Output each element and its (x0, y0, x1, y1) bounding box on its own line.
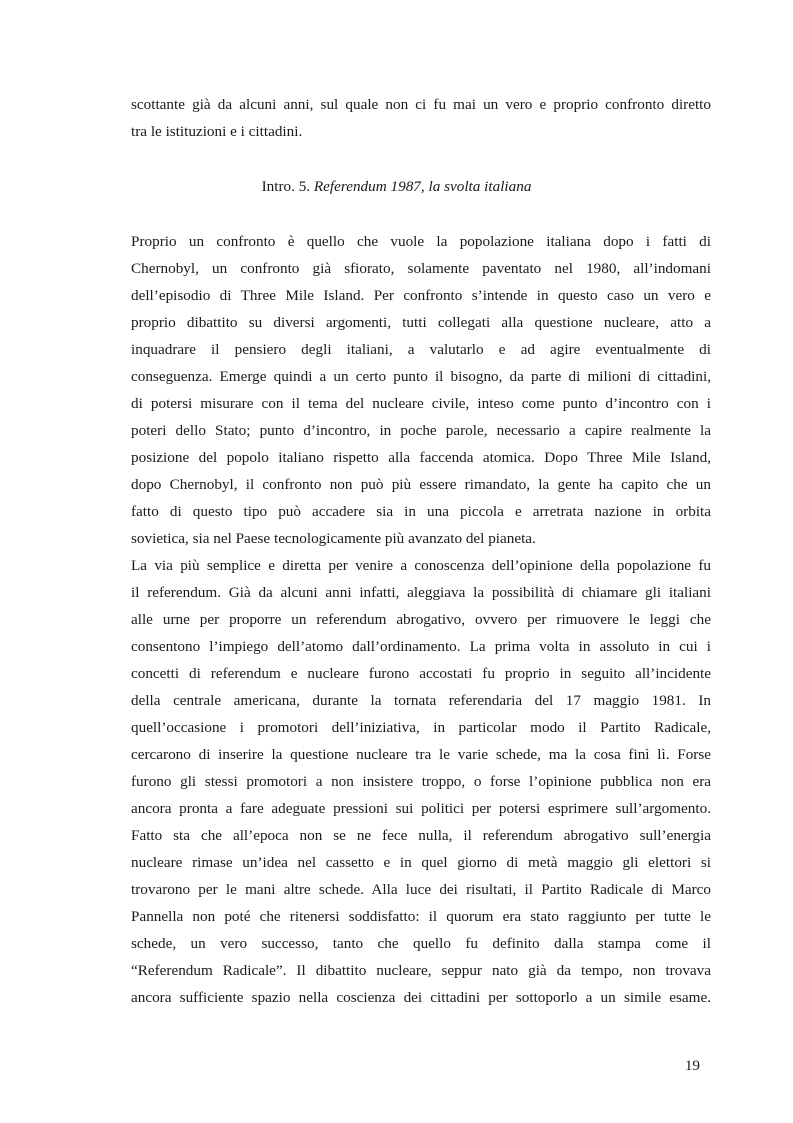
text-line: dell’episodio di Three Mile Island. Per confronto s’intende in questo caso un vero e (131, 287, 711, 304)
text-line: Pannella non poté che ritenersi soddisfatto: il quorum era stato raggiunto per tutte le (131, 908, 711, 925)
text-line: ancora sufficiente spazio nella coscienza dei cittadini per sottoporlo a un simile esame. (131, 989, 711, 1006)
text-line: il referendum. Già da alcuni anni infatti, aleggiava la possibilità di chiamare gli italiani (131, 584, 711, 601)
section-number: Intro. 5. (261, 178, 311, 195)
text-line: ancora pronta a fare adeguate pressioni sui politici per potersi esprimere sull’argomento. (131, 800, 711, 817)
text-line: concetti di referendum e nucleare furono accostati fu proprio in seguito all’incidente (131, 665, 711, 682)
text-line: di potersi misurare con il tema del nucleare civile, inteso come punto d’incontro con i (131, 395, 711, 412)
text-line: conseguenza. Emerge quindi a un certo punto il bisogno, da parte di milioni di cittadini, (131, 368, 711, 385)
text-line: sovietica, sia nel Paese tecnologicamente più avanzato del pianeta. (131, 530, 536, 547)
page-number: 19 (684, 1057, 700, 1074)
text-line: schede, un vero successo, tanto che quello fu definito dalla stampa come il (131, 935, 711, 952)
text-line: della centrale americana, durante la tornata referendaria del 17 maggio 1981. In (131, 692, 711, 709)
text-line: proprio dibattito su diversi argomenti, tutti collegati alla questione nucleare, atto a (131, 314, 711, 331)
text-line: dopo Chernobyl, il confronto non può più essere rimandato, la gente ha capito che un (131, 476, 711, 493)
text-line: “Referendum Radicale”. Il dibattito nucleare, seppur nato già da tempo, non trovava (131, 962, 711, 979)
text-line: scottante già da alcuni anni, sul quale non ci fu mai un vero e proprio confronto diretto (131, 96, 711, 113)
text-line: La via più semplice e diretta per venire a conoscenza dell’opinione della popolazione fu (131, 557, 711, 574)
text-line: nucleare rimase un’idea nel cassetto e in quel giorno di metà maggio gli elettori si (131, 854, 711, 871)
text-line: posizione del popolo italiano rispetto alla faccenda atomica. Dopo Three Mile Island, (131, 449, 711, 466)
text-line: Chernobyl, un confronto già sfiorato, solamente paventato nel 1980, all’indomani (131, 260, 711, 277)
text-line: tra le istituzioni e i cittadini. (131, 123, 303, 140)
text-line: poteri dello Stato; punto d’incontro, in poche parole, necessario a capire realmente la (131, 422, 711, 439)
section-title: Referendum 1987, la svolta italiana (313, 178, 532, 195)
text-line: furono gli stessi promotori a non insistere troppo, o forse l’opinione pubblica non era (131, 773, 711, 790)
text-line: alle urne per proporre un referendum abrogativo, ovvero per rimuovere le leggi che (131, 611, 711, 628)
text-line: consentono l’impiego dell’atomo dall’ordinamento. La prima volta in assoluto in cui i (131, 638, 711, 655)
section-heading (0, 178, 793, 196)
text-line: quell’occasione i promotori dell’iniziativa, in particolar modo il Partito Radicale, (131, 719, 711, 736)
text-line: fatto di questo tipo può accadere sia in una piccola e arretrata nazione in orbita (131, 503, 711, 520)
text-line: cercarono di inserire la questione nucleare tra le varie schede, ma la cosa finì lì. Forse (131, 746, 711, 763)
text-line: Proprio un confronto è quello che vuole la popolazione italiana dopo i fatti di (131, 233, 711, 250)
text-line: trovarono per le mani altre schede. Alla luce dei risultati, il Partito Radicale di Marco (131, 881, 711, 898)
text-line: inquadrare il pensiero degli italiani, a valutarlo e ad agire eventualmente di (131, 341, 711, 358)
text-line: Fatto sta che all’epoca non se ne fece nulla, il referendum abrogativo sull’energia (131, 827, 711, 844)
